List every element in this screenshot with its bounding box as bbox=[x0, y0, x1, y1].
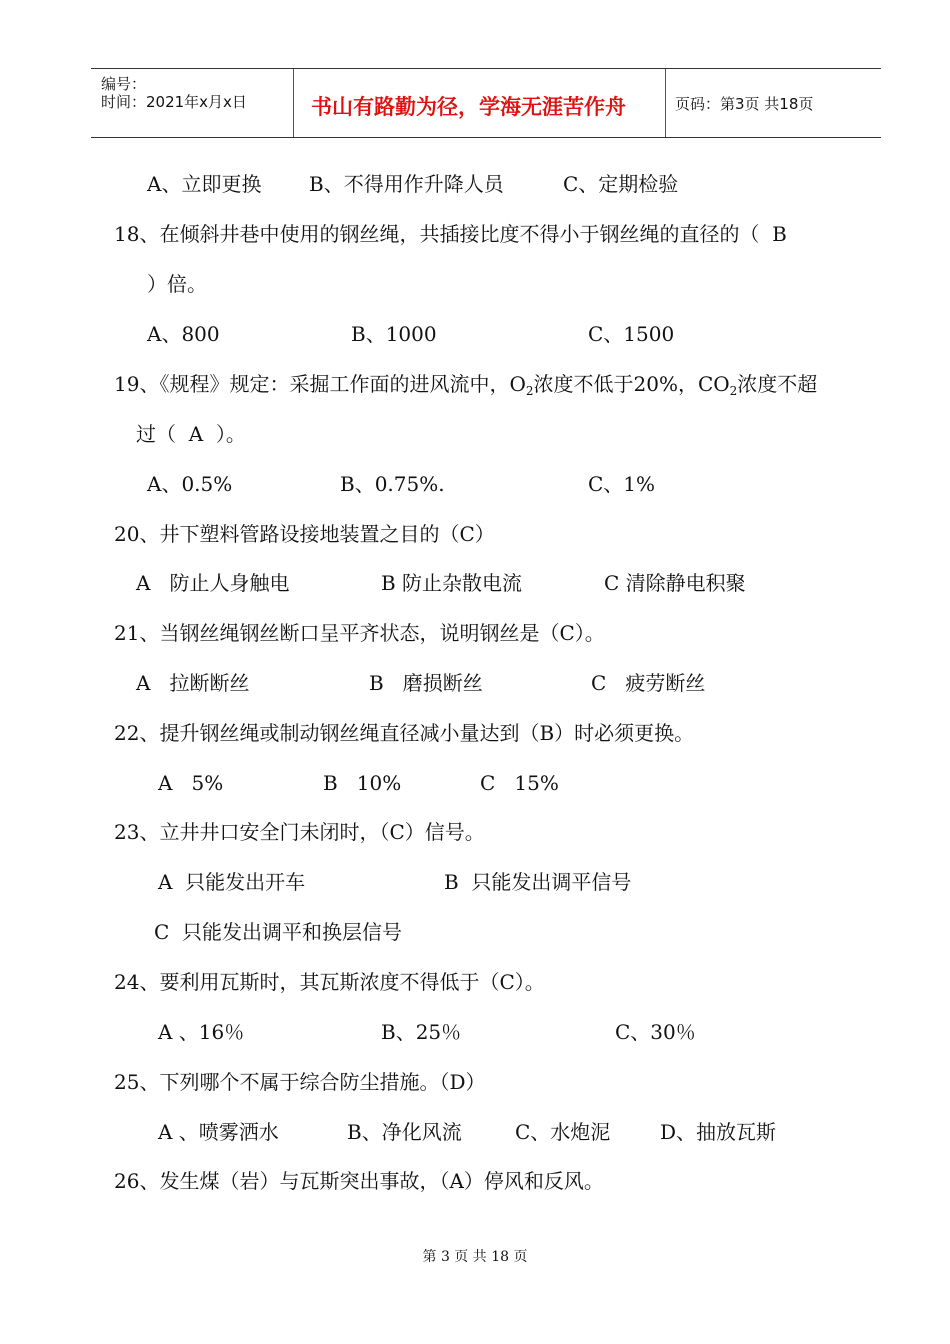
q22-option-a: A 5% bbox=[158, 771, 224, 795]
q21-text: 21、当钢丝绳钢丝断口呈平齐状态，说明钢丝是（C）。 bbox=[114, 621, 605, 645]
q21-option-b: B 磨损断丝 bbox=[369, 671, 483, 695]
q23-option-b: B 只能发出调平信号 bbox=[444, 870, 632, 894]
code-label: 编号： bbox=[101, 75, 147, 93]
q19-part1: 19、《规程》规定：采掘工作面的进风流中，O bbox=[114, 372, 526, 396]
q19-part3: 浓度不超 bbox=[737, 372, 818, 396]
q18-text-line2: ）倍。 bbox=[147, 272, 207, 296]
header-page-cell bbox=[665, 69, 881, 137]
q18-text-line1: 18、在倾斜井巷中使用的钢丝绳，共插接比度不得小于钢丝绳的直径的（ B bbox=[114, 222, 787, 246]
q19-option-c: C、1% bbox=[588, 472, 656, 496]
q19-option-a: A、0.5% bbox=[147, 472, 233, 496]
q20-option-a: A 防止人身触电 bbox=[136, 571, 290, 595]
q17-option-c: C、定期检验 bbox=[563, 172, 679, 196]
q22-option-b: B 10% bbox=[323, 771, 402, 795]
time-label: 时间：2021年x月x日 bbox=[101, 93, 247, 111]
q24-option-c: C、30％ bbox=[615, 1020, 696, 1044]
header-motto-cell bbox=[293, 69, 666, 137]
q24-option-b: B、25％ bbox=[381, 1020, 462, 1044]
q18-option-a: A、800 bbox=[147, 322, 220, 346]
q21-option-c: C 疲劳断丝 bbox=[591, 671, 706, 695]
page-label: 页码：第3页 共18页 bbox=[675, 95, 814, 113]
q18-option-b: B、1000 bbox=[351, 322, 437, 346]
q25-text: 25、下列哪个不属于综合防尘措施。（D） bbox=[114, 1070, 486, 1094]
q22-option-c: C 15% bbox=[480, 771, 559, 795]
q25-option-d: D、抽放瓦斯 bbox=[660, 1120, 777, 1144]
q19-co2-subscript: 2 bbox=[729, 384, 738, 398]
q25-option-a: A 、喷雾洒水 bbox=[158, 1120, 279, 1144]
q25-option-c: C、水炮泥 bbox=[515, 1120, 611, 1144]
q19-o2-subscript: 2 bbox=[525, 384, 534, 398]
q18-option-c: C、1500 bbox=[588, 322, 675, 346]
q17-option-a: A、立即更换 bbox=[147, 172, 262, 196]
page-header bbox=[91, 68, 881, 138]
header-meta-cell bbox=[91, 69, 294, 137]
motto: 书山有路勤为径，学海无涯苦作舟 bbox=[311, 95, 626, 119]
q26-text: 26、发生煤（岩）与瓦斯突出事故，（A）停风和反风。 bbox=[114, 1169, 604, 1193]
q20-option-b: B 防止杂散电流 bbox=[381, 571, 523, 595]
q21-option-a: A 拉断断丝 bbox=[136, 671, 250, 695]
q17-option-b: B、不得用作升降人员 bbox=[309, 172, 504, 196]
q19-text-line1 bbox=[114, 372, 817, 403]
q24-option-a: A 、16％ bbox=[158, 1020, 245, 1044]
q20-option-c: C 清除静电积聚 bbox=[604, 571, 746, 595]
q19-option-b: B、0.75%. bbox=[340, 472, 445, 496]
q23-text: 23、立井井口安全门未闭时，（C）信号。 bbox=[114, 820, 485, 844]
q20-text: 20、井下塑料管路设接地装置之目的（C） bbox=[114, 522, 495, 546]
q25-option-b: B、净化风流 bbox=[347, 1120, 462, 1144]
q23-option-a: A 只能发出开车 bbox=[158, 870, 306, 894]
q19-text-line2: 过（ A ）。 bbox=[136, 422, 246, 446]
q23-option-c: C 只能发出调平和换层信号 bbox=[154, 920, 403, 944]
page-footer: 第 3 页 共 18 页 bbox=[422, 1249, 528, 1265]
q22-text: 22、提升钢丝绳或制动钢丝绳直径减小量达到（B）时必须更换。 bbox=[114, 721, 695, 745]
q19-part2: 浓度不低于20%，CO bbox=[533, 372, 730, 396]
q24-text: 24、要利用瓦斯时，其瓦斯浓度不得低于（C）。 bbox=[114, 970, 545, 994]
